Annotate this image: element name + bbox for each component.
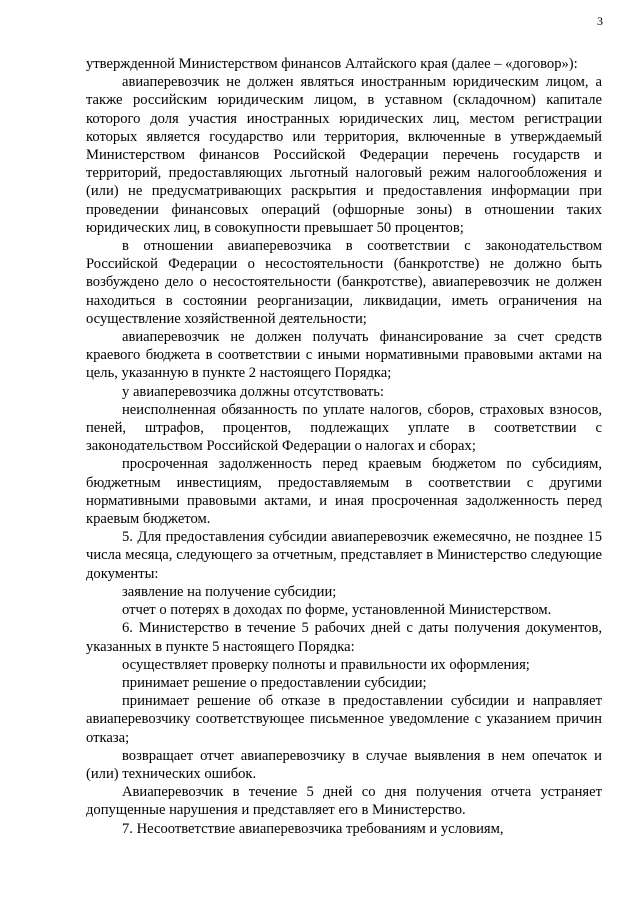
paragraph-loss-report: отчет о потерях в доходах по форме, установленной Министерством.: [122, 602, 552, 619]
paragraph-refusal-decision: принимает решение об отказе в предоставлении субсидии и направляет авиаперевозчику соответствующее письменное уведомление с указанием причин отказа;: [86, 693, 602, 746]
paragraph-item-6: 6. Министерство в течение 5 рабочих дней с даты получения документов, указанных в пункте 5 настоящего Порядка:: [86, 620, 602, 655]
page-number: 3: [597, 14, 603, 28]
paragraph-tax-obligations: неисполненная обязанность по уплате налогов, сборов, страховых взносов, пеней, штрафов, процентов, подлежащих уплате в соответствии с законодательством Российской Федерации о налогах и сборах;: [86, 401, 602, 455]
paragraph-item-7: 7. Несоответствие авиаперевозчика требованиям и условиям,: [122, 820, 504, 837]
paragraph-overdue-debt: просроченная задолженность перед краевым бюджетом по субсидиям, бюджетным инвестициям, предоставляемым в соответствии с другими нормативными правовыми актами, и иная просроченная задолженность перед краевым бюджетом.: [86, 456, 602, 528]
paragraph-intro-continued: утвержденной Министерством финансов Алтайского края (далее – «договор»):: [86, 56, 578, 72]
paragraph-correction: Авиаперевозчик в течение 5 дней со дня получения отчета устраняет допущенные нарушения и представляет его в Министерство.: [86, 784, 602, 819]
paragraph-budget-funding: авиаперевозчик не должен получать финансирование за счет средств краевого бюджета в соответствии с иными нормативными правовыми актами на цель, указанную в пункте 2 настоящего Порядка;: [86, 329, 602, 382]
paragraph-application: заявление на получение субсидии;: [122, 583, 337, 600]
paragraph-grant-decision: принимает решение о предоставлении субсидии;: [122, 674, 427, 691]
paragraph-item-5: 5. Для предоставления субсидии авиаперевозчик ежемесячно, не позднее 15 числа месяца, следующего за отчетным, представляет в Министерство следующие документы:: [86, 529, 602, 582]
paragraph-verification: осуществляет проверку полноты и правильности их оформления;: [122, 656, 530, 673]
paragraph-must-be-absent: у авиаперевозчика должны отсутствовать:: [122, 383, 384, 400]
paragraph-report-return: возвращает отчет авиаперевозчику в случае выявления в нем опечаток и (или) технических ошибок.: [86, 747, 602, 782]
paragraph-bankruptcy: в отношении авиаперевозчика в соответствии с законодательством Российской Федерации о несостоятельности (банкротстве) не должно быть возбуждено дело о несостоятельности (банкротстве), авиаперевозчик не должен находиться в состоянии реорганизации, ликвидации, иметь ограничения на осуществление хозяйственной деятельности;: [86, 238, 602, 327]
paragraph-foreign-entity: авиаперевозчик не должен являться иностранным юридическим лицом, а также российским юридическим лицом, в уставном (складочном) капитале которого доля участия иностранных юридических лиц, местом регистрации которых является государство или территория, включенные в утверждаемый Министерством финансов Российской Федерации перечень государств и территорий, предоставляющих льготный налоговый режим налогообложения и (или) не предусматривающих раскрытия и предоставления информации при проведении финансовых операций (офшорные зоны) в отношении таких юридических лиц, в совокупности превышает 50 процентов;: [86, 74, 602, 236]
document-body: [86, 55, 602, 838]
